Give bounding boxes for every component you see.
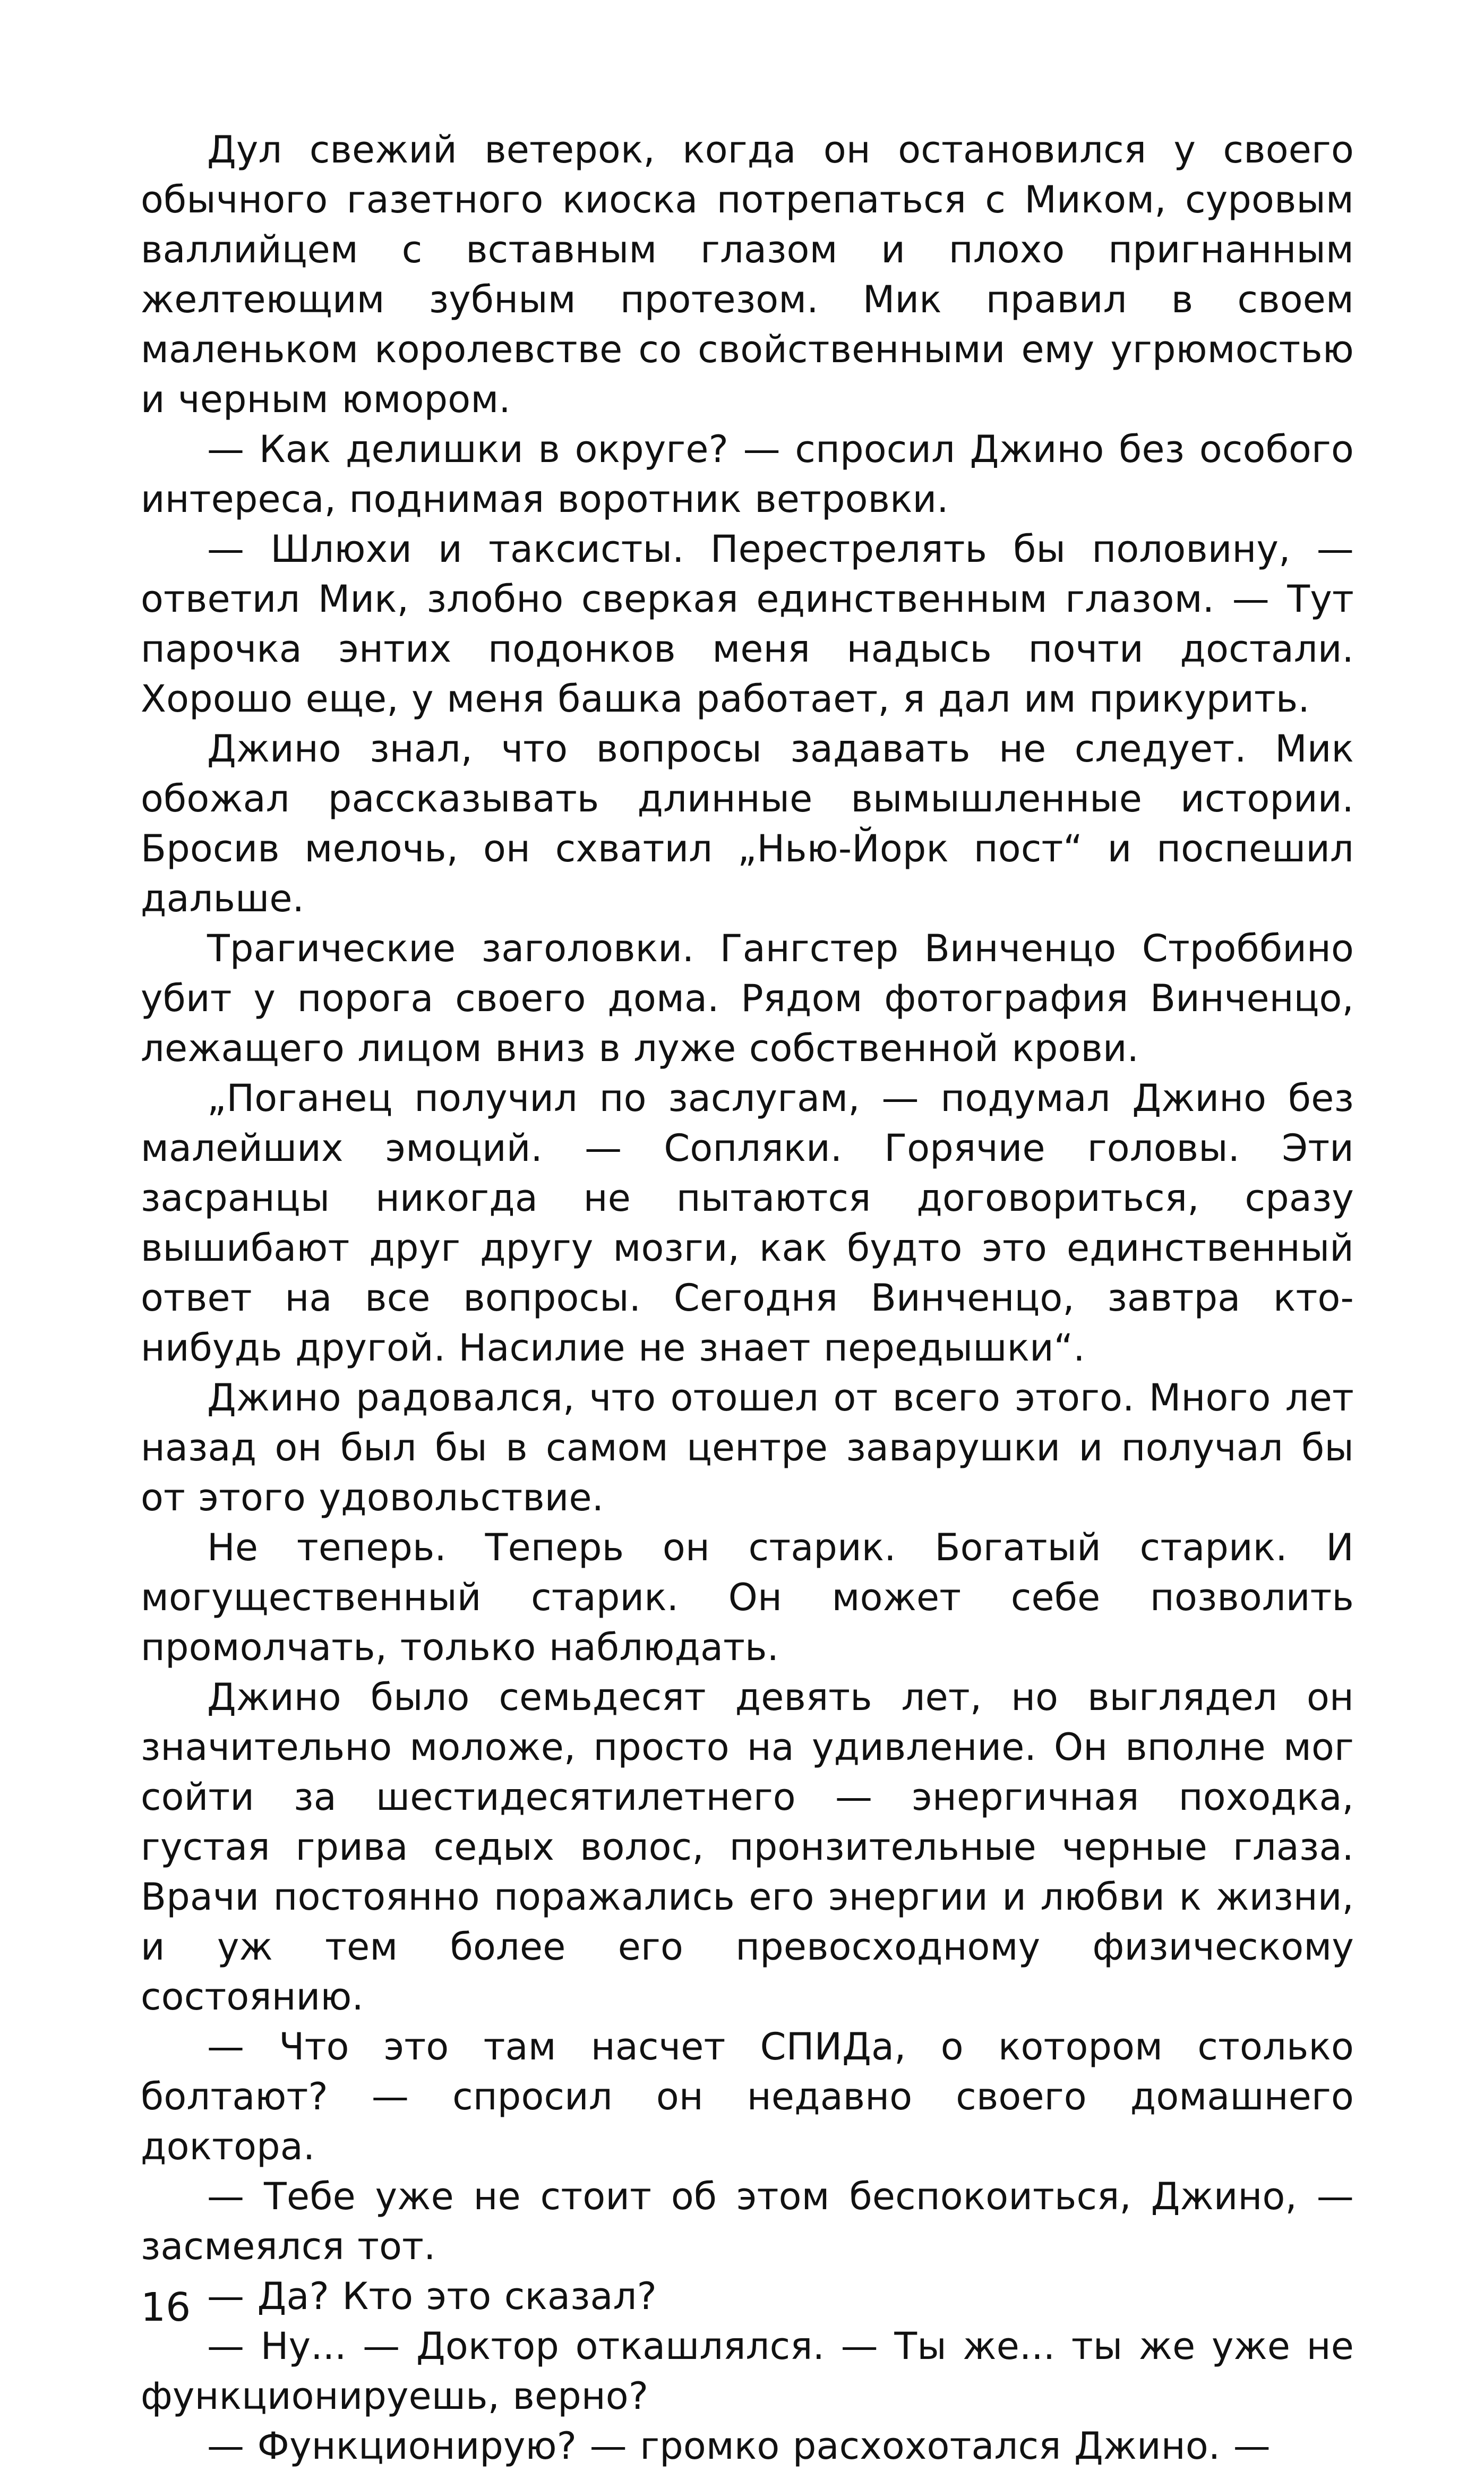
paragraph-1: Дул свежий ветерок, когда он остановился у своего обычного газетного киоска потрепаться с Миком, суровым валлийцем с вставным глазом и плохо пригнанным желтеющим зубным протезом. Мик правил в своем маленьком королевстве со свойственными ему угрюмостью и черным юмором. bbox=[141, 128, 1354, 421]
page-number: 16 bbox=[141, 2285, 191, 2330]
paragraph-14: — Функционирую? — громко расхохотался Джино. — bbox=[207, 2424, 1271, 2468]
paragraph-6: „Поганец получил по заслугам, — подумал Джино без малейших эмоций. — Сопляки. Горячие головы. Эти засранцы никогда не пытаются договориться, сразу вышибают друг другу мозги, как будто это единственный ответ на все вопросы. Сегодня Винченцо, завтра кто-нибудь другой. Насилие не знает передышки“. bbox=[141, 1076, 1354, 1370]
book-page-text bbox=[141, 125, 1354, 2471]
paragraph-12: — Да? Кто это сказал? bbox=[207, 2275, 657, 2318]
paragraph-7: Джино радовался, что отошел от всего этого. Много лет назад он был бы в самом центре заварушки и получал бы от этого удовольствие. bbox=[141, 1376, 1354, 1519]
paragraph-8: Не теперь. Теперь он старик. Богатый старик. И могущественный старик. Он может себе позволить промолчать, только наблюдать. bbox=[141, 1526, 1354, 1669]
paragraph-2: — Как делишки в округе? — спросил Джино без особого интереса, поднимая воротник ветровки. bbox=[141, 427, 1354, 521]
paragraph-11: — Тебе уже не стоит об этом беспокоиться, Джино, — засмеялся тот. bbox=[141, 2175, 1354, 2268]
paragraph-13: — Ну... — Доктор откашлялся. — Ты же... ты же уже не функционируешь, верно? bbox=[141, 2324, 1354, 2418]
paragraph-4: Джино знал, что вопросы задавать не следует. Мик обожал рассказывать длинные вымышленные истории. Бросив мелочь, он схватил „Нью-Йорк пост“ и поспешил дальше. bbox=[141, 727, 1354, 920]
paragraph-5: Трагические заголовки. Гангстер Винченцо Строббино убит у порога своего дома. Рядом фотография Винченцо, лежащего лицом вниз в луже собственной крови. bbox=[141, 927, 1354, 1070]
paragraph-9: Джино было семьдесят девять лет, но выглядел он значительно моложе, просто на удивление. Он вполне мог сойти за шестидесятилетнего — энергичная походка, густая грива седых волос, пронзительные черные глаза. Врачи постоянно поражались его энергии и любви к жизни, и уж тем более его превосходному физическому состоянию. bbox=[141, 1675, 1354, 2019]
paragraph-3: — Шлюхи и таксисты. Перестрелять бы половину, — ответил Мик, злобно сверкая единственным глазом. — Тут парочка энтих подонков меня надысь почти достали. Хорошо еще, у меня башка работает, я дал им прикурить. bbox=[141, 527, 1354, 721]
paragraph-10: — Что это там насчет СПИДа, о котором столько болтают? — спросил он недавно своего домашнего доктора. bbox=[141, 2025, 1354, 2168]
